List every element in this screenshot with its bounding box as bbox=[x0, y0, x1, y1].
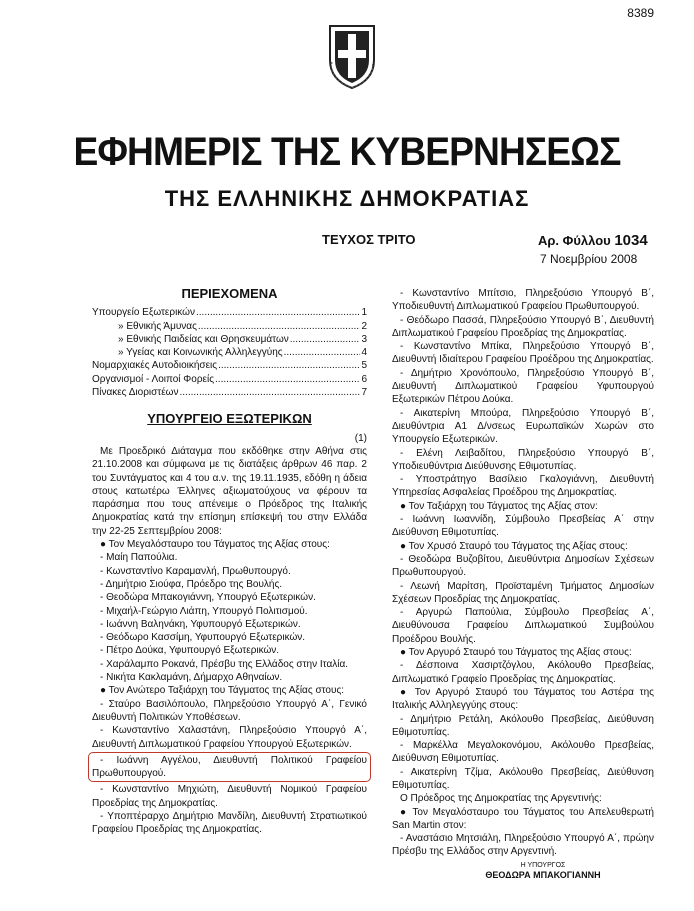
left-column bbox=[92, 287, 367, 837]
issue-series: ΤΕΥΧΟΣ ΤΡΙΤΟ bbox=[322, 232, 416, 247]
paragraph: - Θεοδώρα Μπακογιάννη, Υπουργό Εξωτερικών. bbox=[100, 592, 316, 604]
paragraph: - Σταύρο Βασιλόπουλο, Πληρεξούσιο Υπουργό Α΄, Γενικό Διευθυντή Πολιτικών Υποθέσεων. bbox=[92, 698, 367, 723]
paragraph: - Κωνσταντίνο Χαλαστάνη, Πληρεξούσιο Υπουργό Α΄, Διευθυντή Διπλωματικού Γραφείου Υπουργού Εξωτερικών. bbox=[92, 725, 367, 750]
toc-entry bbox=[92, 320, 367, 333]
toc-dot-leader bbox=[180, 386, 361, 399]
paragraph: - Θεόδωρο Κασσίμη, Υφυπουργό Εξωτερικών. bbox=[100, 632, 306, 644]
toc-entry-label: Υπουργείο Εξωτερικών bbox=[92, 307, 195, 319]
paragraph: - Μαίη Παπούλια. bbox=[100, 552, 178, 564]
table-of-contents bbox=[92, 306, 367, 399]
paragraph: - Πέτρο Δούκα, Υφυπουργό Εξωτερικών. bbox=[100, 645, 280, 657]
paragraph: - Αικατερίνη Τζίμα, Ακόλουθο Πρεσβείας, Διεύθυνση Εθιμοτυπίας. bbox=[392, 766, 654, 791]
toc-entry-page: 6 bbox=[361, 373, 367, 385]
toc-entry-label: Νομαρχιακές Αυτοδιοικήσεις bbox=[92, 360, 218, 372]
sheet-number bbox=[538, 232, 648, 249]
paragraph: - Κωνσταντίνο Μπίτσιο, Πληρεξούσιο Υπουργό Β΄, Υποδιευθυντή Διπλωματικού Γραφείου Πρωθυπουργού. bbox=[392, 288, 654, 313]
toc-entry-label: » Εθνικής Άμυνας bbox=[118, 320, 197, 332]
contents-title: ΠΕΡΙΕΧΟΜΕΝΑ bbox=[181, 286, 278, 301]
paragraph: - Δέσποινα Χασιρτζόγλου, Ακόλουθο Πρεσβείας, Διπλωματικό Γραφείο Προεδρίας της Δημοκρατίας. bbox=[392, 660, 654, 685]
paragraph: - Αικατερίνη Μπούρα, Πληρεξούσιο Υπουργό Β΄, Διευθύντρια Α1 Δ/νσεως Ευρωπαϊκών Χωρών στο Υπουργείο Εξωτερικών. bbox=[392, 407, 654, 446]
toc-entry bbox=[92, 306, 367, 319]
toc-entry bbox=[92, 373, 367, 386]
paragraph: - Νικήτα Κακλαμάνη, Δήμαρχο Αθηναίων. bbox=[100, 672, 283, 684]
gazette-title: ΕΦΗΜΕΡΙΣ ΤΗΣ ΚΥΒΕΡΝΗΣΕΩΣ bbox=[73, 130, 621, 174]
toc-entry-label: » Υγείας και Κοινωνικής Αλληλεγγύης bbox=[118, 347, 283, 359]
left-body bbox=[92, 445, 367, 837]
toc-entry bbox=[92, 346, 367, 359]
toc-dot-leader bbox=[284, 346, 361, 359]
toc-entry-label: Πίνακες Διοριστέων bbox=[92, 387, 179, 399]
paragraph: - Δημήτριο Χρονόπουλο, Πληρεξούσιο Υπουργό Β΄, Διευθυντή Διπλωματικού Γραφείου Υφυπουργού Εξωτερικών Πέτρου Δούκα. bbox=[392, 367, 654, 406]
paragraph: Ο Πρόεδρος της Δημοκρατίας της Αργεντινής: bbox=[400, 793, 602, 805]
paragraph: ● Τον Ταξιάρχη του Τάγματος της Αξίας στον: bbox=[400, 500, 598, 512]
toc-entry bbox=[92, 333, 367, 346]
gazette-subtitle: ΤΗΣ ΕΛΛΗΝΙΚΗΣ ΔΗΜΟΚΡΑΤΙΑΣ bbox=[164, 186, 530, 211]
paragraph: - Υποπτέραρχο Δημήτριο Μανδίλη, Διευθυντή Στρατιωτικού Γραφείου Προεδρίας της Δημοκρατίας. bbox=[92, 810, 367, 836]
toc-dot-leader bbox=[198, 320, 361, 333]
toc-dot-leader bbox=[290, 333, 361, 346]
sheet-label: Αρ. Φύλλου bbox=[538, 233, 611, 248]
toc-entry-page: 4 bbox=[361, 347, 367, 359]
paragraph: - Κωνσταντίνο Μπίκα, Πληρεξούσιο Υπουργό Β΄, Διευθυντή Ιδιαίτερου Γραφείου Προέδρου της Δημοκρατίας. bbox=[392, 341, 654, 366]
paragraph: - Δημήτριο Ρετάλη, Ακόλουθο Πρεσβείας, Διεύθυνση Εθιμοτυπίας. bbox=[392, 713, 654, 738]
right-body bbox=[392, 287, 654, 859]
toc-dot-leader bbox=[196, 306, 360, 319]
paragraph: - Ιωάννη Βαληνάκη, Υφυπουργό Εξωτερικών. bbox=[100, 618, 301, 630]
toc-entry-page: 7 bbox=[361, 387, 367, 399]
toc-dot-leader bbox=[218, 359, 360, 372]
paragraph: Με Προεδρικό Διάταγμα που εκδόθηκε στην Αθήνα στις 21.10.2008 και σύμφωνα με τις διατάξεις άρθρων 46 παρ. 2 του Συντάγματος και 4 του α.ν. της 19.11.1935, εδόθη η άδεια στους κατωτέρω Έλληνες αξιωματούχους να φέρουν τα παράσημα που τους απένειμε ο Πρόεδρος της Ιταλικής Δημοκρατίας κατά την επίσημη επίσκεψή του στην Ελλάδα την 22-25 Σεπτεμβρίου 2008: bbox=[92, 445, 367, 537]
paragraph: ● Τον Χρυσό Σταυρό του Τάγματος της Αξίας στους: bbox=[400, 540, 628, 552]
right-column bbox=[392, 287, 654, 881]
toc-entry-label: Οργανισμοί - Λοιποί Φορείς bbox=[92, 373, 215, 385]
greek-coat-of-arms-icon bbox=[326, 22, 378, 90]
paragraph: - Κωνσταντίνο Καραμανλή, Πρωθυπουργό. bbox=[100, 565, 291, 577]
toc-entry bbox=[92, 386, 367, 399]
toc-entry-page: 1 bbox=[361, 307, 367, 319]
page-number: 8389 bbox=[627, 6, 654, 20]
toc-entry-page: 2 bbox=[361, 320, 367, 332]
paragraph: ● Τον Ανώτερο Ταξιάρχη του Τάγματος της Αξίας στους: bbox=[100, 685, 345, 697]
paragraph: ● Τον Αργυρό Σταυρό του Τάγματος της Αξίας στους: bbox=[400, 647, 632, 659]
paragraph: - Χαράλαμπο Ροκανά, Πρέσβυ της Ελλάδος στην Ιταλία. bbox=[100, 658, 349, 670]
sheet-number-value: 1034 bbox=[614, 232, 648, 249]
toc-entry-page: 3 bbox=[361, 333, 367, 345]
paragraph: - Δημήτριο Σιούφα, Πρόεδρο της Βουλής. bbox=[100, 578, 283, 590]
paragraph: - Μαρκέλλα Μεγαλοκονόμου, Ακόλουθο Πρεσβείας, Διεύθυνση Εθιμοτυπίας. bbox=[392, 740, 654, 765]
paragraph: - Θεόδωρο Πασσά, Πληρεξούσιο Υπουργό Β΄, Διευθυντή Διπλωματικού Γραφείου Προεδρίας της Δημοκρατίας. bbox=[392, 314, 654, 339]
paragraph: - Ελένη Λειβαδίτου, Πληρεξούσιο Υπουργό Β΄, Υποδιευθύντρια Διεύθυνσης Εθιμοτυπίας. bbox=[392, 447, 654, 472]
signature-role: Η ΥΠΟΥΡΓΟΣ bbox=[520, 861, 566, 869]
paragraph: - Αναστάσιο Μητσιάλη, Πληρεξούσιο Υπουργό Α΄, πρώην Πρέσβυ της Ελλάδος στην Αργεντινή. bbox=[392, 833, 654, 858]
paragraph: - Μιχαήλ-Γεώργιο Λιάπη, Υπουργό Πολιτισμού. bbox=[100, 605, 308, 617]
paragraph: - Υποστράτηγο Βασίλειο Γκαλογιάννη, Διευθυντή Υπηρεσίας Ασφαλείας Προέδρου της Δημοκρατίας. bbox=[392, 474, 654, 499]
issue-date: 7 Νοεμβρίου 2008 bbox=[540, 252, 638, 266]
paragraph: - Λεωνή Μαρίτση, Προϊσταμένη Τμήματος Δημοσίων Σχέσεων Προεδρίας της Δημοκρατίας. bbox=[392, 580, 654, 605]
paragraph: ● Τον Μεγαλόσταυρο του Τάγματος του Απελευθερωτή San Martin στον: bbox=[392, 806, 654, 831]
paragraph: ● Τον Μεγαλόσταυρο του Τάγματος της Αξίας στους: bbox=[100, 539, 330, 551]
paragraph: - Θεοδώρα Βυζοβίτου, Διευθύντρια Δημοσίων Σχέσεων Πρωθυπουργού. bbox=[392, 553, 654, 579]
toc-dot-leader bbox=[215, 373, 360, 386]
paragraph: - Κωνσταντίνο Μηχιώτη, Διευθυντή Νομικού Γραφείου Προεδρίας της Δημοκρατίας. bbox=[92, 784, 367, 809]
paragraph: ● Τον Αργυρό Σταυρό του Τάγματος του Αστέρα της Ιταλικής Αλληλεγγύης στους: bbox=[392, 686, 654, 712]
toc-entry bbox=[92, 359, 367, 372]
paragraph: - Αργυρώ Παπούλια, Σύμβουλο Πρεσβείας Α΄, Διευθύνουσα Γραφείου Διπλωματικού Συμβούλου Προέδρου Βουλής. bbox=[392, 607, 654, 645]
signature-name: ΘΕΟΔΩΡΑ ΜΠΑΚΟΓΙΑΝΝΗ bbox=[485, 869, 601, 880]
reference-number: (1) bbox=[354, 432, 367, 444]
toc-entry-label: » Εθνικής Παιδείας και Θρησκευμάτων bbox=[118, 333, 289, 345]
highlighted-paragraph: - Ιωάννη Αγγέλου, Διευθυντή Πολιτικού Γραφείου Πρωθυπουργού. bbox=[88, 752, 371, 783]
paragraph: - Ιωάννη Ιωαννίδη, Σύμβουλο Πρεσβείας Α΄ στην Διεύθυνση Εθιμοτυπίας. bbox=[392, 514, 654, 539]
toc-entry-page: 5 bbox=[361, 360, 367, 372]
ministry-heading: ΥΠΟΥΡΓΕΙΟ ΕΞΩΤΕΡΙΚΩΝ bbox=[147, 411, 312, 427]
